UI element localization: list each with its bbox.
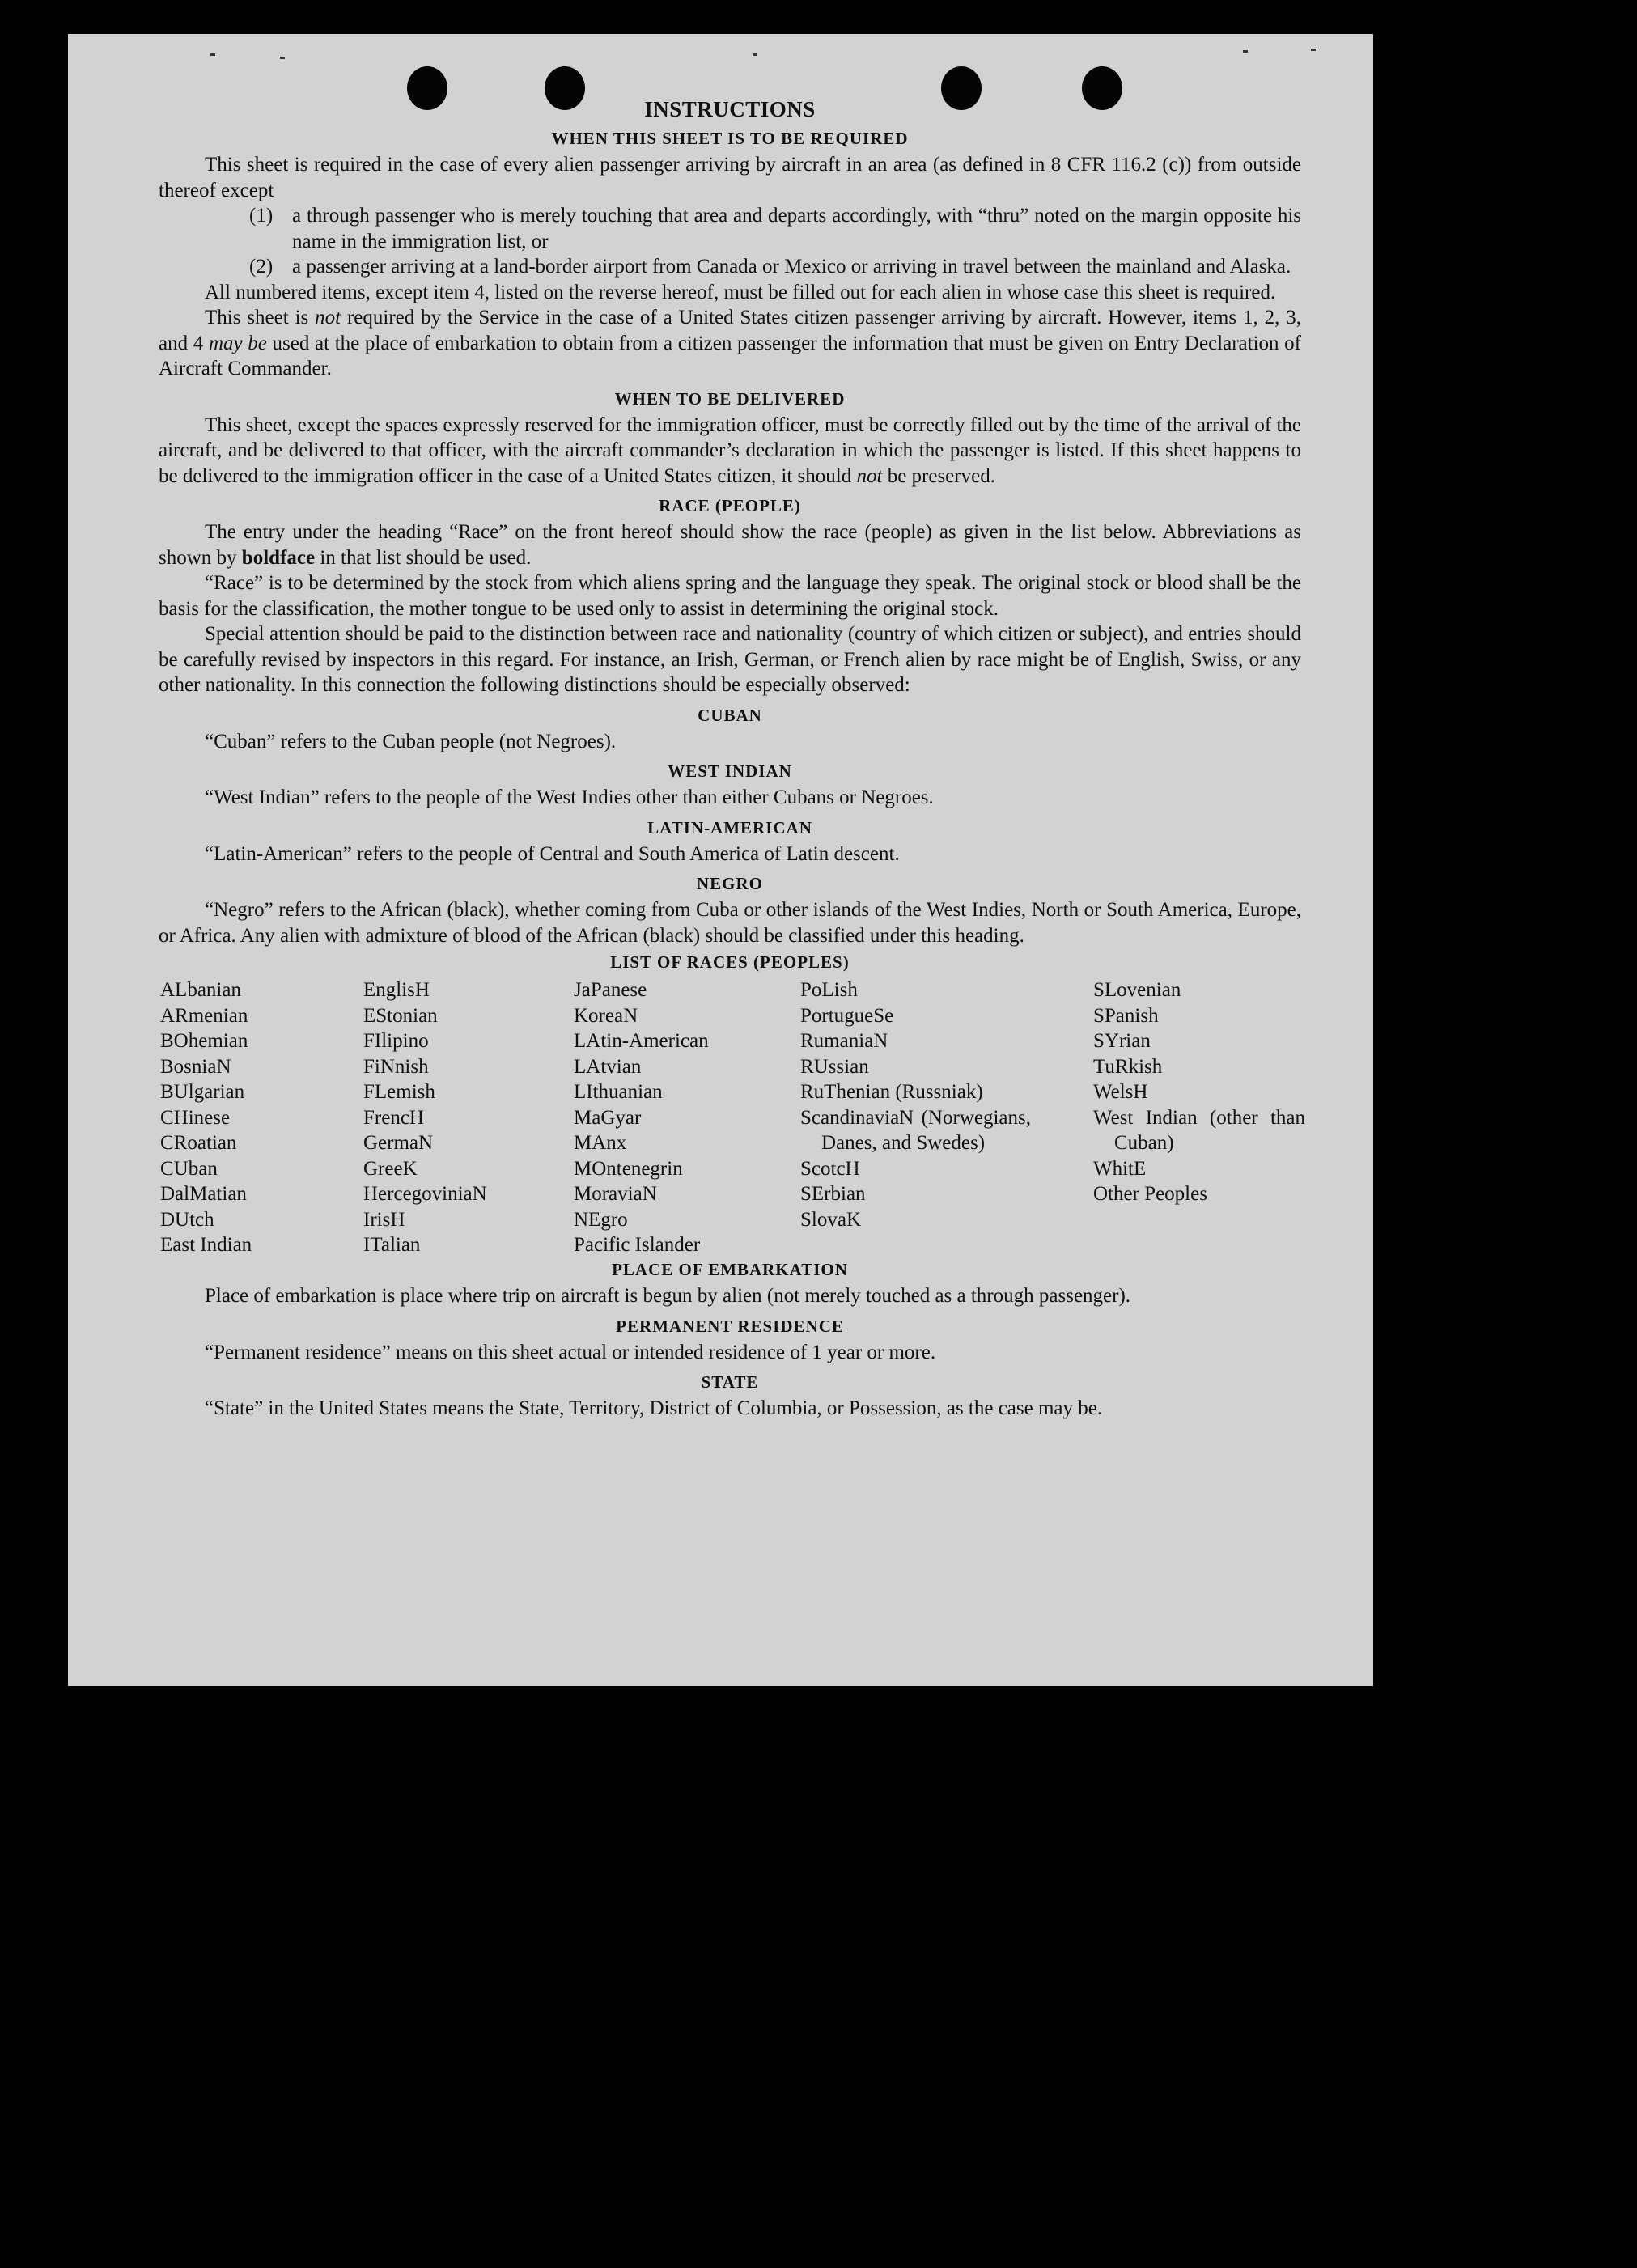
heading-latin-american: LATIN-AMERICAN (647, 817, 812, 837)
page-title: INSTRUCTIONS (644, 97, 816, 121)
heading-state: STATE (701, 1372, 759, 1392)
paragraph: All numbered items, except item 4, listed on the reverse hereof, must be filled out for each alien in whose case this sheet is required. (205, 281, 1276, 303)
race-item: KoreaN (574, 1004, 638, 1027)
race-item: RUssian (800, 1055, 869, 1078)
race-item: ARmenian (160, 1004, 248, 1027)
race-item: East Indian (160, 1234, 252, 1256)
list-item (249, 203, 1301, 254)
race-item: FrencH (363, 1106, 424, 1129)
race-item: West Indian (other than Cuban) (1093, 1106, 1305, 1154)
text: in that list should be used. (315, 546, 532, 569)
race-item: NEgro (574, 1208, 628, 1231)
race-item: LAtin-American (574, 1030, 709, 1052)
race-item: DalMatian (160, 1183, 247, 1205)
text: be preserved. (882, 464, 995, 487)
heading-when-required: WHEN THIS SHEET IS TO BE REQUIRED (551, 129, 909, 148)
paragraph (159, 413, 1301, 490)
race-item: WelsH (1093, 1081, 1148, 1103)
text: required by the Service in the case of a United States citizen passenger arriving by aircraft. However, items 1, 2, 3, and 4 (159, 307, 1301, 354)
race-item: RumaniaN (800, 1030, 888, 1052)
text: This sheet, except the spaces expressly reserved for the immigration officer, must be correctly filled out by the time of the arrival of the aircraft, and be delivered to that officer, with the aircraft commander’s declaration in which the passenger is listed. If this sheet happens to be delivered to the immigration officer in the case of a United States citizen, it should (159, 413, 1301, 487)
race-item: FIlipino (363, 1030, 429, 1052)
race-item: BosniaN (160, 1055, 231, 1078)
race-item: CHinese (160, 1106, 231, 1129)
text: This sheet is (205, 307, 316, 329)
race-item: FiNnish (363, 1055, 429, 1078)
item-number: (1) (249, 205, 274, 227)
race-item: SLovenian (1093, 979, 1181, 1001)
race-item: MaGyar (574, 1106, 642, 1129)
race-item: Pacific Islander (574, 1234, 701, 1256)
race-item: IrisH (363, 1208, 405, 1231)
paragraph: Special attention should be paid to the distinction between race and nationality (country of which citizen or subject), and entries should be carefully revised by inspectors in this regard. For instance, an Irish, German, or French alien by race might be of English, Swiss, or any other nationality. In this connection the following distinctions should be especially observed: (159, 623, 1301, 696)
race-item: CUban (160, 1157, 218, 1180)
speck (1311, 49, 1316, 51)
emphasis: boldface (241, 546, 316, 569)
paragraph: “State” in the United States means the State, Territory, District of Columbia, or Possession, as the case may be. (205, 1397, 1103, 1419)
race-item: TuRkish (1093, 1055, 1163, 1078)
race-item: Other Peoples (1093, 1183, 1207, 1205)
paragraph: This sheet is required in the case of every alien passenger arriving by aircraft in an area (as defined in 8 CFR 116.2 (c)) from outside thereof except (159, 154, 1301, 201)
paragraph (159, 519, 1301, 570)
races-list (159, 977, 1305, 1256)
heading-cuban: CUBAN (698, 705, 762, 725)
race-item: ALbanian (160, 979, 241, 1001)
speck (1243, 50, 1248, 53)
text: used at the place of embarkation to obtain from a citizen passenger the information that must be given on Entry Declaration of Aircraft Commander. (159, 332, 1302, 379)
race-item: CRoatian (160, 1132, 237, 1154)
paragraph: “Race” is to be determined by the stock from which aliens spring and the language they speak. The original stock or blood shall be the basis for the classification, the mother tongue to be used only to assist in determining the original stock. (159, 572, 1301, 620)
emphasis: may be (208, 332, 267, 354)
races-column-1 (160, 977, 354, 1258)
race-item: EnglisH (363, 979, 430, 1001)
race-item: ScotcH (800, 1157, 860, 1180)
item-number: (2) (249, 256, 274, 278)
race-item: LAtvian (574, 1055, 642, 1078)
race-item: ScandinaviaN (Norwegians, Danes, and Swedes) (800, 1106, 1031, 1154)
race-item: ITalian (363, 1234, 421, 1256)
heading-place-of-embarkation: PLACE OF EMBARKATION (612, 1260, 848, 1279)
heading-when-delivered: WHEN TO BE DELIVERED (614, 388, 846, 409)
instructions-content (159, 97, 1305, 1422)
emphasis: not (856, 464, 883, 487)
race-item: SlovaK (800, 1208, 861, 1231)
heading-list-of-races: LIST OF RACES (PEOPLES) (610, 952, 850, 972)
race-item: SPanish (1093, 1004, 1159, 1027)
race-item: HercegoviniaN (363, 1183, 487, 1205)
race-item: LIthuanian (574, 1081, 663, 1103)
race-item: RuThenian (Russniak) (800, 1081, 983, 1103)
race-item: BOhemian (160, 1030, 248, 1052)
race-item: MOntenegrin (574, 1157, 683, 1180)
race-item: DUtch (160, 1208, 214, 1231)
race-item: GreeK (363, 1157, 418, 1180)
paragraph: “Negro” refers to the African (black), whether coming from Cuba or other islands of the West Indies, North or South America, Europe, or Africa. Any alien with admixture of blood of the African (black) should be classified under this heading. (159, 899, 1301, 947)
item-text: a through passenger who is merely touching that area and departs accordingly, with “thru” noted on the margin opposite his name in the immigration list, or (292, 205, 1301, 252)
races-column-5 (1093, 977, 1305, 1207)
race-item: SErbian (800, 1183, 866, 1205)
race-item: MAnx (574, 1132, 627, 1154)
heading-west-indian: WEST INDIAN (668, 761, 792, 781)
emphasis: not (315, 307, 341, 329)
races-column-3 (574, 977, 808, 1258)
speck (280, 57, 285, 59)
race-item: GermaN (363, 1132, 434, 1154)
list-item (249, 254, 1301, 280)
races-column-4 (800, 977, 1031, 1232)
race-item: PortugueSe (800, 1004, 894, 1027)
race-item: MoraviaN (574, 1183, 657, 1205)
paragraph: “Permanent residence” means on this sheet actual or intended residence of 1 year or more. (205, 1341, 936, 1363)
heading-race: RACE (PEOPLE) (659, 496, 801, 515)
race-item: SYrian (1093, 1030, 1151, 1052)
race-item: PoLish (800, 979, 858, 1001)
paragraph: Place of embarkation is place where trip on aircraft is begun by alien (not merely touched as a through passenger). (205, 1285, 1131, 1307)
race-item: JaPanese (574, 979, 647, 1001)
document-page (68, 34, 1373, 1686)
paragraph: “Cuban” refers to the Cuban people (not Negroes). (205, 730, 617, 752)
text: The entry under the heading “Race” on the front hereof should show the race (people) as given in the list below. Abbreviations as shown by (159, 521, 1301, 569)
race-item: EStonian (363, 1004, 438, 1027)
item-text: a passenger arriving at a land-border airport from Canada or Mexico or arriving in travel between the mainland and Alaska. (292, 256, 1291, 278)
paragraph (159, 305, 1301, 382)
race-item: BUlgarian (160, 1081, 245, 1103)
heading-negro: NEGRO (696, 874, 763, 893)
speck (753, 53, 757, 56)
races-column-2 (363, 977, 574, 1258)
paragraph: “Latin-American” refers to the people of Central and South America of Latin descent. (205, 842, 900, 865)
heading-permanent-residence: PERMANENT RESIDENCE (616, 1316, 844, 1336)
race-item: WhitE (1093, 1157, 1147, 1180)
race-item: FLemish (363, 1081, 435, 1103)
paragraph: “West Indian” refers to the people of the West Indies other than either Cubans or Negroes. (205, 786, 934, 808)
speck (210, 53, 215, 56)
